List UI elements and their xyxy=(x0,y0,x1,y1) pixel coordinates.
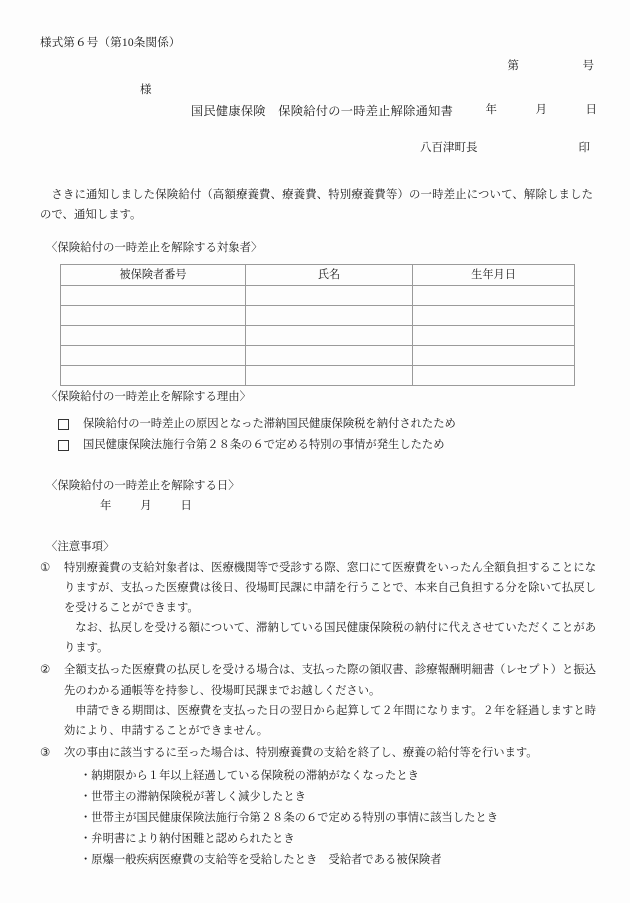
release-date-fields[interactable] xyxy=(100,501,217,512)
note-body-1 xyxy=(64,558,596,658)
note-body-2 xyxy=(64,660,596,740)
intro-paragraph: さきに通知しました保険給付（高額療養費、療養費、特別療養費等）の一時差止について、解除しましたので、通知します。 xyxy=(40,189,593,222)
form-number: 様式第６号（第10条関係） xyxy=(40,37,181,49)
table-row xyxy=(61,306,575,326)
checkbox-icon[interactable] xyxy=(58,440,69,451)
list-item: ・世帯主の滞納保険税が著しく減少したとき xyxy=(80,790,306,803)
issuer-block xyxy=(420,143,590,155)
cell-insured-number[interactable] xyxy=(61,326,246,346)
cell-insured-number[interactable] xyxy=(61,346,246,366)
release-date-year[interactable]: 年 xyxy=(100,500,113,512)
reason-option-2[interactable] xyxy=(58,435,456,456)
issuer-name: 八百津町長 xyxy=(420,142,478,154)
note-3-paragraph-1: 次の事由に該当するに至った場合は、特別療養費の支給を終了し、療養の給付等を行います。 xyxy=(64,746,538,759)
release-date-month[interactable]: 月 xyxy=(140,500,153,512)
note-2-paragraph-1: 全額支払った医療費の払戻しを受ける場合は、支払った際の領収書、診療報酬明細書（レセプト）と振込先のわかる通帳等を持参し、役場町民課までお越しください。 xyxy=(64,664,596,697)
target-persons-table xyxy=(60,264,575,386)
note-1-paragraph-1: 特別療養費の支給対象者は、医療機関等で受診する際、窓口にて医療費をいったん全額負担することになりますが、支払った医療費は後日、役場町民課に申請を行うことで、本来自己負担する分を除いて払戻しを受けることができます。 xyxy=(64,562,596,615)
page-title: 国民健康保険 保険給付の一時差止解除通知書 xyxy=(190,104,454,118)
reason-option-1[interactable] xyxy=(58,414,456,435)
cell-name[interactable] xyxy=(246,306,413,326)
note-2-paragraph-2: 申請できる期間は、医療費を支払った日の翌日から起算して２年間になります。２年を経過しますと時効により、申請することができません。 xyxy=(64,704,596,737)
table-row xyxy=(61,326,575,346)
note-marker-2: ② xyxy=(40,664,51,677)
cell-birthdate[interactable] xyxy=(413,306,575,326)
column-header-birthdate: 生年月日 xyxy=(413,265,575,286)
section-heading-target: 〈保険給付の一時差止を解除する対象者〉 xyxy=(46,242,263,254)
document-date-field[interactable]: 年 月 日 xyxy=(485,103,598,116)
document-header xyxy=(40,38,598,139)
cell-name[interactable] xyxy=(246,286,413,306)
document-number-field[interactable]: 第 号 xyxy=(507,60,595,72)
list-item: ・弁明書により納付困難と認められたとき xyxy=(80,832,295,845)
note-body-3 xyxy=(64,743,596,763)
cell-insured-number[interactable] xyxy=(61,366,246,386)
notes-list xyxy=(40,558,596,871)
cell-birthdate[interactable] xyxy=(413,286,575,306)
table-row xyxy=(61,286,575,306)
cell-name[interactable] xyxy=(246,366,413,386)
release-date-day[interactable]: 日 xyxy=(180,500,193,512)
cell-insured-number[interactable] xyxy=(61,306,246,326)
cell-name[interactable] xyxy=(246,326,413,346)
section-heading-notes: 〈注意事項〉 xyxy=(46,541,115,553)
note-marker-1: ① xyxy=(40,562,51,574)
reason-option-1-label: 保険給付の一時差止の原因となった滞納国民健康保険税を納付されたため xyxy=(83,417,456,430)
table-row xyxy=(61,366,575,386)
reason-option-2-label: 国民健康保険法施行令第２８条の６で定める特別の事情が発生したため xyxy=(83,438,445,451)
target-persons-table-wrap xyxy=(60,264,575,386)
reason-checkbox-list xyxy=(58,414,456,456)
column-header-insured-number: 被保険者番号 xyxy=(61,265,246,286)
cell-birthdate[interactable] xyxy=(413,346,575,366)
note-item-1 xyxy=(40,558,596,658)
note-item-3 xyxy=(40,743,596,763)
note-1-paragraph-2: なお、払戻しを受ける額について、滞納している国民健康保険税の納付に代えさせていただくことがあります。 xyxy=(64,622,596,655)
cell-birthdate[interactable] xyxy=(413,326,575,346)
seal-mark: 印 xyxy=(578,142,590,154)
document-number-and-date xyxy=(486,38,599,139)
column-header-name: 氏名 xyxy=(246,265,413,286)
note-3-bullet-list xyxy=(40,766,596,871)
list-item: ・納期限から１年以上経過している保険税の滞納がなくなったとき xyxy=(80,769,419,782)
cell-insured-number[interactable] xyxy=(61,286,246,306)
list-item: ・世帯主が国民健康保険法施行令第２８条の６で定める特別の事情に該当したとき xyxy=(80,811,498,824)
table-header-row xyxy=(61,265,575,286)
note-item-2 xyxy=(40,660,596,740)
cell-name[interactable] xyxy=(246,346,413,366)
note-marker-3: ③ xyxy=(40,746,51,759)
section-heading-reason: 〈保険給付の一時差止を解除する理由〉 xyxy=(46,391,252,403)
cell-birthdate[interactable] xyxy=(413,366,575,386)
checkbox-icon[interactable] xyxy=(58,419,69,430)
addressee-honorific: 様 xyxy=(140,84,152,96)
list-item: ・原爆一般疾病医療費の支給等を受給したとき 受給者である被保険者 xyxy=(80,853,442,866)
table-row xyxy=(61,346,575,366)
section-heading-release-date: 〈保険給付の一時差止を解除する日〉 xyxy=(46,480,240,492)
